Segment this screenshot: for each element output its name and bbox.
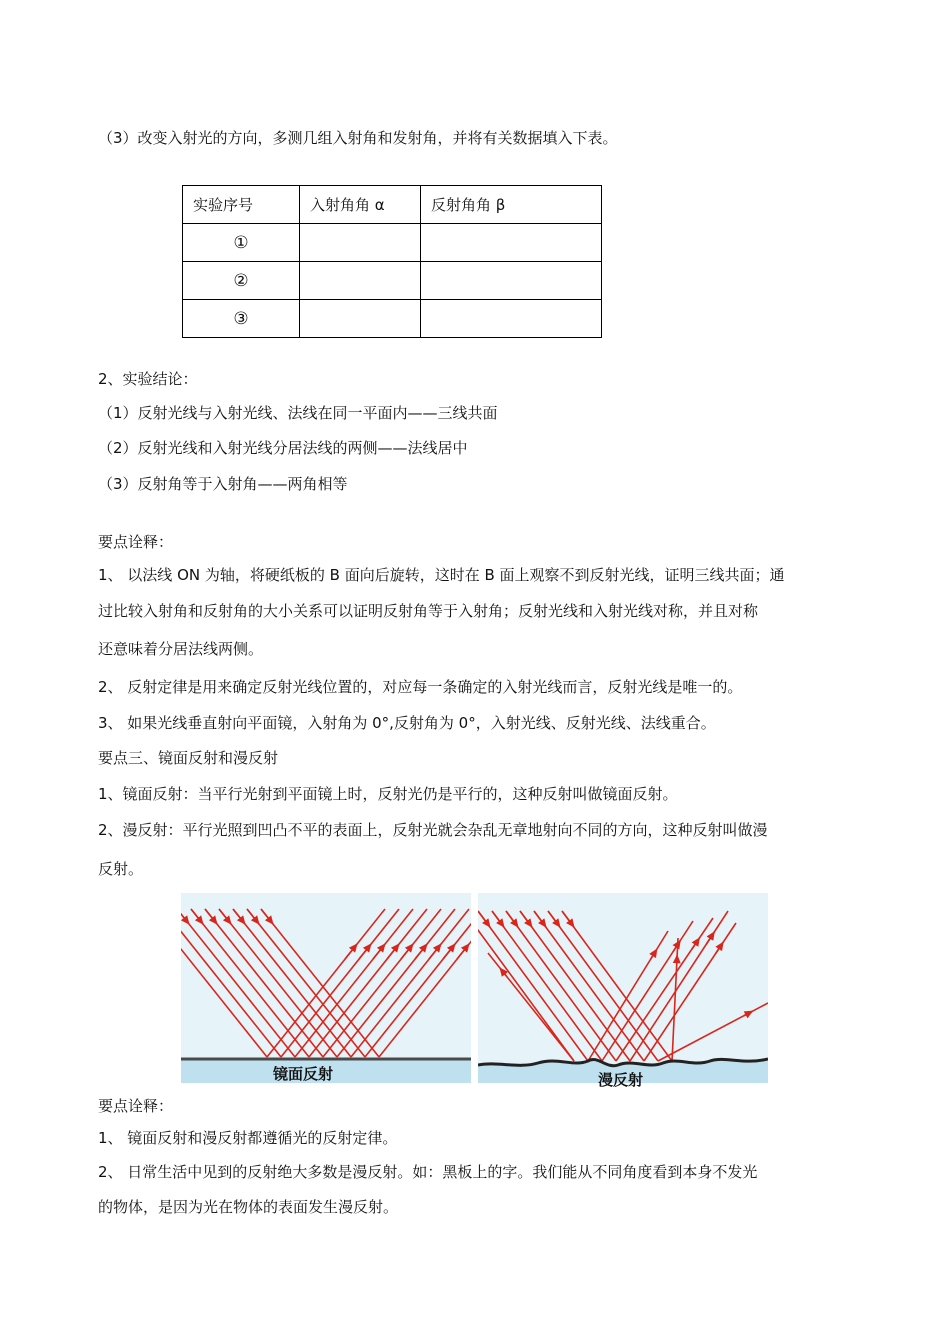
- data-table: [182, 185, 602, 338]
- diffuse-reflection-def: 2、漫反射：平行光照到凹凸不平的表面上，反射光就会杂乱无章地射向不同的方向，这种反射叫做漫: [98, 821, 768, 839]
- notes-paragraph: 1、 镜面反射和漫反射都遵循光的反射定律。: [98, 1129, 398, 1147]
- table-cell: [300, 262, 421, 300]
- table-row: [183, 262, 602, 300]
- notes-paragraph-line: 1、 以法线 ON 为轴，将硬纸板的 B 面向后旋转，这时在 B 面上观察不到反射光线，证明三线共面；通: [98, 566, 785, 584]
- conclusion-item: （2）反射光线和入射光线分居法线的两侧——法线居中: [98, 439, 468, 457]
- conclusion-item: （3）反射角等于入射角——两角相等: [98, 475, 348, 493]
- table-header: 实验序号: [183, 186, 300, 224]
- table-header: 入射角角 α: [300, 186, 421, 224]
- diffuse-label: 漫反射: [598, 1071, 644, 1089]
- table-row: [183, 224, 602, 262]
- section-title: 要点三、镜面反射和漫反射: [98, 749, 279, 767]
- notes-paragraph: 2、 反射定律是用来确定反射光线位置的，对应每一条确定的入射光线而言，反射光线是唯一的。: [98, 678, 743, 696]
- intro-step: （3）改变入射光的方向，多测几组入射角和发射角，并将有关数据填入下表。: [98, 129, 618, 147]
- table-cell: [421, 300, 602, 338]
- notes-paragraph-line: 还意味着分居法线两侧。: [98, 640, 264, 658]
- notes-title: 要点诠释：: [98, 1097, 174, 1115]
- table-cell: [300, 300, 421, 338]
- diffuse-reflection-figure: [478, 893, 768, 1087]
- table-cell: [421, 262, 602, 300]
- notes-title: 要点诠释：: [98, 533, 174, 551]
- table-header-row: [183, 186, 602, 224]
- conclusion-title: 2、实验结论：: [98, 370, 198, 388]
- notes-paragraph-line: 过比较入射角和反射角的大小关系可以证明反射角等于入射角；反射光线和入射光线对称，并且对称: [98, 602, 759, 620]
- specular-label: 镜面反射: [273, 1065, 334, 1083]
- table-header: 反射角角 β: [421, 186, 602, 224]
- table-cell: ①: [183, 224, 300, 262]
- conclusion-item: （1）反射光线与入射光线、法线在同一平面内——三线共面: [98, 404, 498, 422]
- table-cell: ③: [183, 300, 300, 338]
- figure-background: [478, 893, 768, 1083]
- mirror-reflection-def: 1、镜面反射：当平行光射到平面镜上时，反射光仍是平行的，这种反射叫做镜面反射。: [98, 785, 678, 803]
- table-cell: [300, 224, 421, 262]
- specular-diagram: [181, 893, 471, 1083]
- specular-reflection-figure: [181, 893, 471, 1087]
- notes-paragraph-line: 的物体，是因为光在物体的表面发生漫反射。: [98, 1198, 399, 1216]
- diffuse-reflection-def: 反射。: [98, 860, 144, 878]
- table-cell: [421, 224, 602, 262]
- notes-paragraph: 3、 如果光线垂直射向平面镜，入射角为 0°,反射角为 0°，入射光线、反射光线、法线重合。: [98, 714, 716, 732]
- notes-paragraph-line: 2、 日常生活中见到的反射绝大多数是漫反射。如：黑板上的字。我们能从不同角度看到本身不发光: [98, 1163, 758, 1181]
- diffuse-diagram: [478, 893, 768, 1083]
- table-cell: ②: [183, 262, 300, 300]
- table-row: [183, 300, 602, 338]
